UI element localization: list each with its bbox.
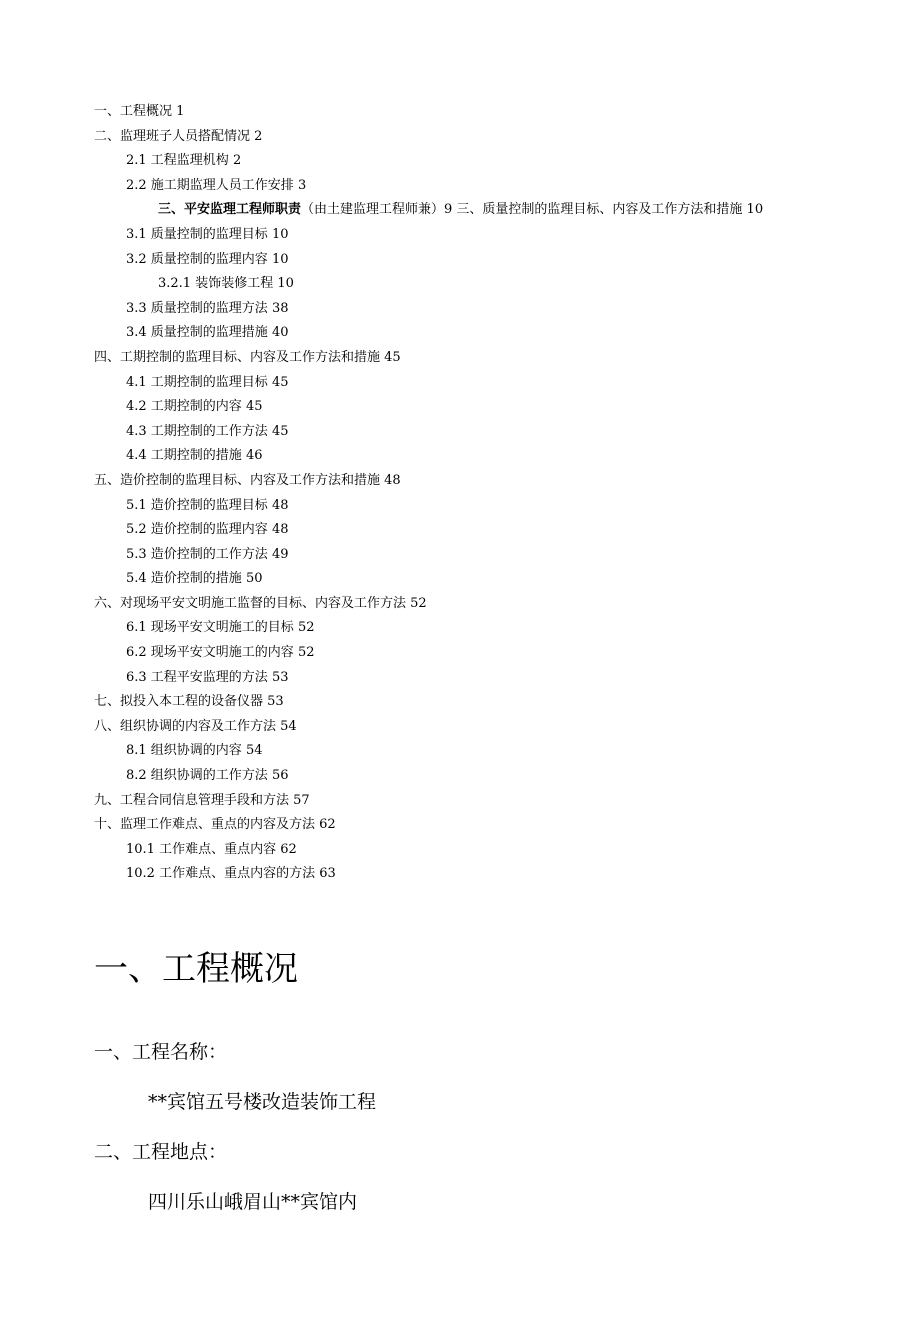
toc-entry-text: 4.3 工期控制的工作方法 45 bbox=[126, 423, 289, 439]
toc-entry bbox=[0, 469, 920, 494]
toc-entry-text: 3.4 质量控制的监理措施 40 bbox=[126, 325, 289, 341]
toc-entry bbox=[0, 838, 920, 863]
toc-entry bbox=[0, 715, 920, 740]
table-of-contents bbox=[0, 100, 920, 887]
toc-entry-text: 5.4 造价控制的措施 50 bbox=[126, 571, 263, 587]
toc-entry-text: 二、监理班子人员搭配情况 2 bbox=[94, 128, 263, 144]
toc-entry-text: 4.1 工期控制的监理目标 45 bbox=[126, 374, 289, 390]
toc-entry-text: 2.1 工程监理机构 2 bbox=[126, 153, 242, 169]
toc-entry-text: 8.2 组织协调的工作方法 56 bbox=[126, 768, 289, 784]
toc-entry-text: 2.2 施工期监理人员工作安排 3 bbox=[126, 177, 307, 193]
toc-entry-text: 6.1 现场平安文明施工的目标 52 bbox=[126, 620, 315, 636]
toc-entry bbox=[0, 198, 920, 223]
toc-entry bbox=[0, 125, 920, 150]
toc-entry-text: 七、拟投入本工程的设备仪器 53 bbox=[94, 694, 284, 710]
toc-entry-text: 十、监理工作难点、重点的内容及方法 62 bbox=[94, 817, 336, 833]
toc-entry bbox=[0, 371, 920, 396]
toc-entry bbox=[0, 494, 920, 519]
toc-entry-text: 3.2 质量控制的监理内容 10 bbox=[126, 251, 289, 267]
toc-entry bbox=[0, 616, 920, 641]
toc-entry bbox=[0, 764, 920, 789]
toc-entry bbox=[0, 641, 920, 666]
toc-entry bbox=[0, 666, 920, 691]
toc-entry bbox=[0, 149, 920, 174]
toc-entry-bold-text: 三、平安监理工程师职责 bbox=[158, 202, 302, 218]
toc-entry-text: 一、工程概况 1 bbox=[94, 104, 185, 119]
toc-entry bbox=[0, 395, 920, 420]
project-site-value: 四川乐山峨眉山**宾馆内 bbox=[148, 1191, 358, 1213]
toc-entry bbox=[0, 862, 920, 887]
toc-entry bbox=[0, 813, 920, 838]
toc-entry-text: （由土建监理工程师兼）9 三、质量控制的监理目标、内容及工作方法和措施 10 bbox=[301, 202, 764, 218]
section-title: 一、工程概况 bbox=[94, 949, 298, 989]
toc-entry-text: 4.4 工期控制的措施 46 bbox=[126, 448, 263, 464]
toc-entry-text: 3.2.1 装饰装修工程 10 bbox=[158, 276, 294, 292]
toc-entry bbox=[0, 592, 920, 617]
toc-entry bbox=[0, 223, 920, 248]
toc-entry bbox=[0, 420, 920, 445]
toc-entry-text: 5.3 造价控制的工作方法 49 bbox=[126, 546, 289, 562]
toc-entry-text: 四、工期控制的监理目标、内容及工作方法和措施 45 bbox=[94, 349, 401, 365]
toc-entry bbox=[0, 444, 920, 469]
toc-entry-text: 4.2 工期控制的内容 45 bbox=[126, 399, 263, 415]
toc-entry-text: 6.3 工程平安监理的方法 53 bbox=[126, 669, 289, 685]
toc-entry-text: 六、对现场平安文明施工监督的目标、内容及工作方法 52 bbox=[94, 595, 427, 611]
toc-entry bbox=[0, 518, 920, 543]
toc-entry bbox=[0, 100, 920, 125]
toc-entry-text: 8.1 组织协调的内容 54 bbox=[126, 743, 263, 759]
toc-entry bbox=[0, 248, 920, 273]
toc-entry bbox=[0, 346, 920, 371]
toc-entry bbox=[0, 321, 920, 346]
toc-entry bbox=[0, 174, 920, 199]
toc-entry-text: 10.2 工作难点、重点内容的方法 63 bbox=[126, 866, 336, 882]
toc-entry-text: 10.1 工作难点、重点内容 62 bbox=[126, 841, 297, 857]
toc-entry bbox=[0, 297, 920, 322]
toc-entry-text: 5.1 造价控制的监理目标 48 bbox=[126, 497, 289, 513]
toc-entry bbox=[0, 543, 920, 568]
toc-entry bbox=[0, 567, 920, 592]
toc-entry-text: 3.1 质量控制的监理目标 10 bbox=[126, 226, 289, 242]
toc-entry bbox=[0, 272, 920, 297]
toc-entry bbox=[0, 690, 920, 715]
toc-entry bbox=[0, 739, 920, 764]
toc-entry-text: 五、造价控制的监理目标、内容及工作方法和措施 48 bbox=[94, 472, 401, 488]
project-name-value: **宾馆五号楼改造装饰工程 bbox=[148, 1091, 377, 1113]
toc-entry-text: 3.3 质量控制的监理方法 38 bbox=[126, 300, 289, 316]
project-name-label: 一、工程名称： bbox=[94, 1041, 228, 1063]
toc-entry bbox=[0, 789, 920, 814]
project-site-label: 二、工程地点： bbox=[94, 1141, 228, 1163]
toc-entry-text: 5.2 造价控制的监理内容 48 bbox=[126, 522, 289, 538]
toc-entry-text: 八、组织协调的内容及工作方法 54 bbox=[94, 718, 297, 734]
toc-entry-text: 九、工程合同信息管理手段和方法 57 bbox=[94, 792, 310, 808]
toc-entry-text: 6.2 现场平安文明施工的内容 52 bbox=[126, 645, 315, 661]
